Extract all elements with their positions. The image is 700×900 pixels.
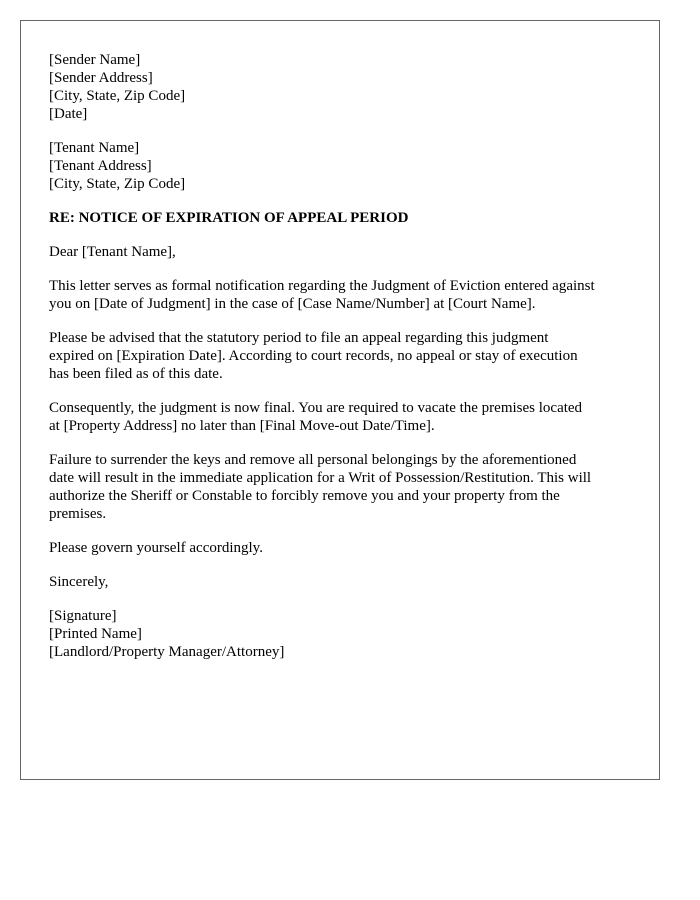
sender-city: [City, State, Zip Code]	[49, 88, 186, 104]
signature-block	[49, 607, 631, 661]
text-line: This letter serves as formal notification regarding the Judgment of Eviction entered against	[49, 278, 595, 294]
tenant-name: [Tenant Name]	[49, 140, 140, 156]
text-line: Please be advised that the statutory period to file an appeal regarding this judgment	[49, 330, 549, 346]
greeting: Dear [Tenant Name],	[49, 244, 176, 260]
text-line: at [Property Address] no later than [Final Move-out Date/Time].	[49, 418, 435, 434]
printed-name: [Printed Name]	[49, 626, 142, 642]
text-line: you on [Date of Judgment] in the case of [Case Name/Number] at [Court Name].	[49, 296, 536, 312]
signature: [Signature]	[49, 608, 117, 624]
body-paragraph-2	[49, 329, 631, 383]
body-paragraph-1	[49, 277, 631, 313]
text-line: authorize the Sheriff or Constable to forcibly remove you and your property from the	[49, 488, 560, 504]
tenant-address: [Tenant Address]	[49, 158, 152, 174]
sender-name: [Sender Name]	[49, 52, 141, 68]
closing: Sincerely,	[49, 574, 109, 590]
text-line: Please govern yourself accordingly.	[49, 540, 263, 556]
text-line: date will result in the immediate application for a Writ of Possession/Restitution. This will	[49, 470, 592, 486]
sender-block	[49, 51, 631, 123]
body-paragraph-3	[49, 399, 631, 435]
text-line: Consequently, the judgment is now final. You are required to vacate the premises located	[49, 400, 583, 416]
tenant-city: [City, State, Zip Code]	[49, 176, 186, 192]
body-paragraph-5	[49, 539, 631, 557]
body-paragraph-4	[49, 451, 631, 523]
text-line: has been filed as of this date.	[49, 366, 223, 382]
letter-date: [Date]	[49, 106, 88, 122]
text-line: expired on [Expiration Date]. According to court records, no appeal or stay of execution	[49, 348, 578, 364]
signer-title: [Landlord/Property Manager/Attorney]	[49, 644, 285, 660]
letter	[20, 20, 660, 780]
sender-address: [Sender Address]	[49, 70, 153, 86]
subject-line: RE: NOTICE OF EXPIRATION OF APPEAL PERIOD	[49, 210, 409, 226]
text-line: Failure to surrender the keys and remove all personal belongings by the aforementioned	[49, 452, 577, 468]
recipient-block	[49, 139, 631, 193]
text-line: premises.	[49, 506, 107, 522]
